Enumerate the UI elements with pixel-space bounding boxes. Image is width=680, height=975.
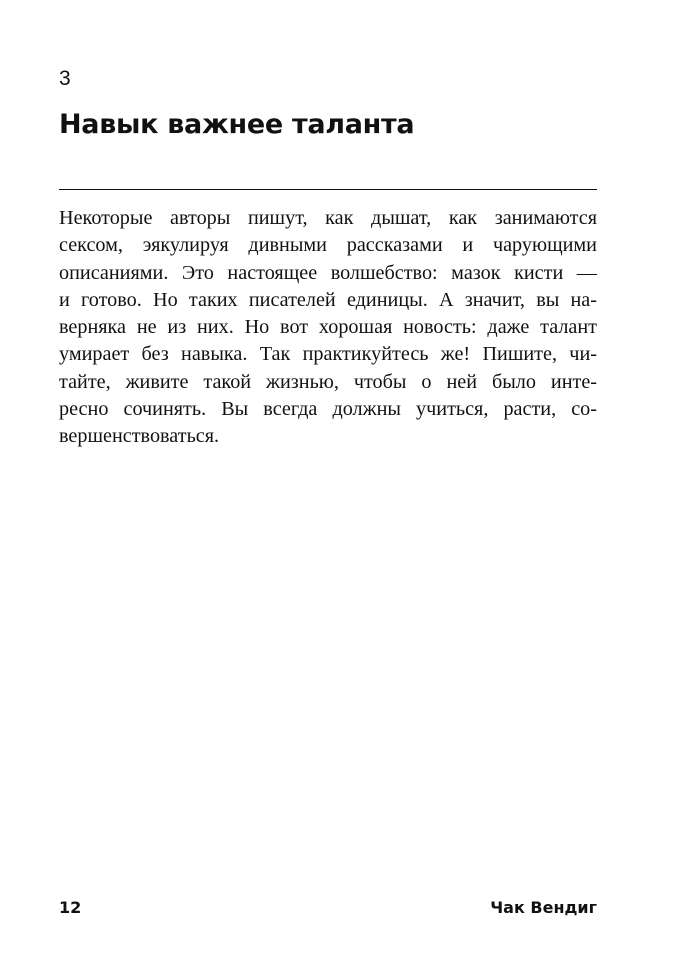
chapter-number: 3 bbox=[59, 67, 71, 90]
paragraph-line: умирает без навыка. Так практикуйтесь же! Пишите, чи- bbox=[59, 343, 597, 366]
title-divider bbox=[59, 189, 597, 190]
paragraph-line: вершенствоваться. bbox=[59, 425, 220, 448]
paragraph-line: описаниями. Это настоящее волшебство: мазок кисти — bbox=[59, 261, 597, 284]
paragraph-line: сексом, эякулируя дивными рассказами и чарующими bbox=[59, 234, 597, 257]
paragraph-line: верняка не из них. Но вот хорошая новость: даже талант bbox=[59, 316, 597, 339]
paragraph-line: и готово. Но таких писателей единицы. А значит, вы на- bbox=[59, 288, 597, 311]
paragraph-line: тайте, живите такой жизнью, чтобы о ней было инте- bbox=[59, 370, 597, 393]
paragraph-line: Некоторые авторы пишут, как дышат, как занимаются bbox=[59, 207, 597, 229]
paragraph-line: ресно сочинять. Вы всегда должны учиться, расти, со- bbox=[59, 398, 597, 421]
running-footer-author: Чак Вендиг bbox=[490, 898, 597, 917]
chapter-title: Навык важнее таланта bbox=[59, 109, 415, 140]
page-number: 12 bbox=[59, 898, 82, 917]
body-paragraph bbox=[59, 205, 597, 451]
